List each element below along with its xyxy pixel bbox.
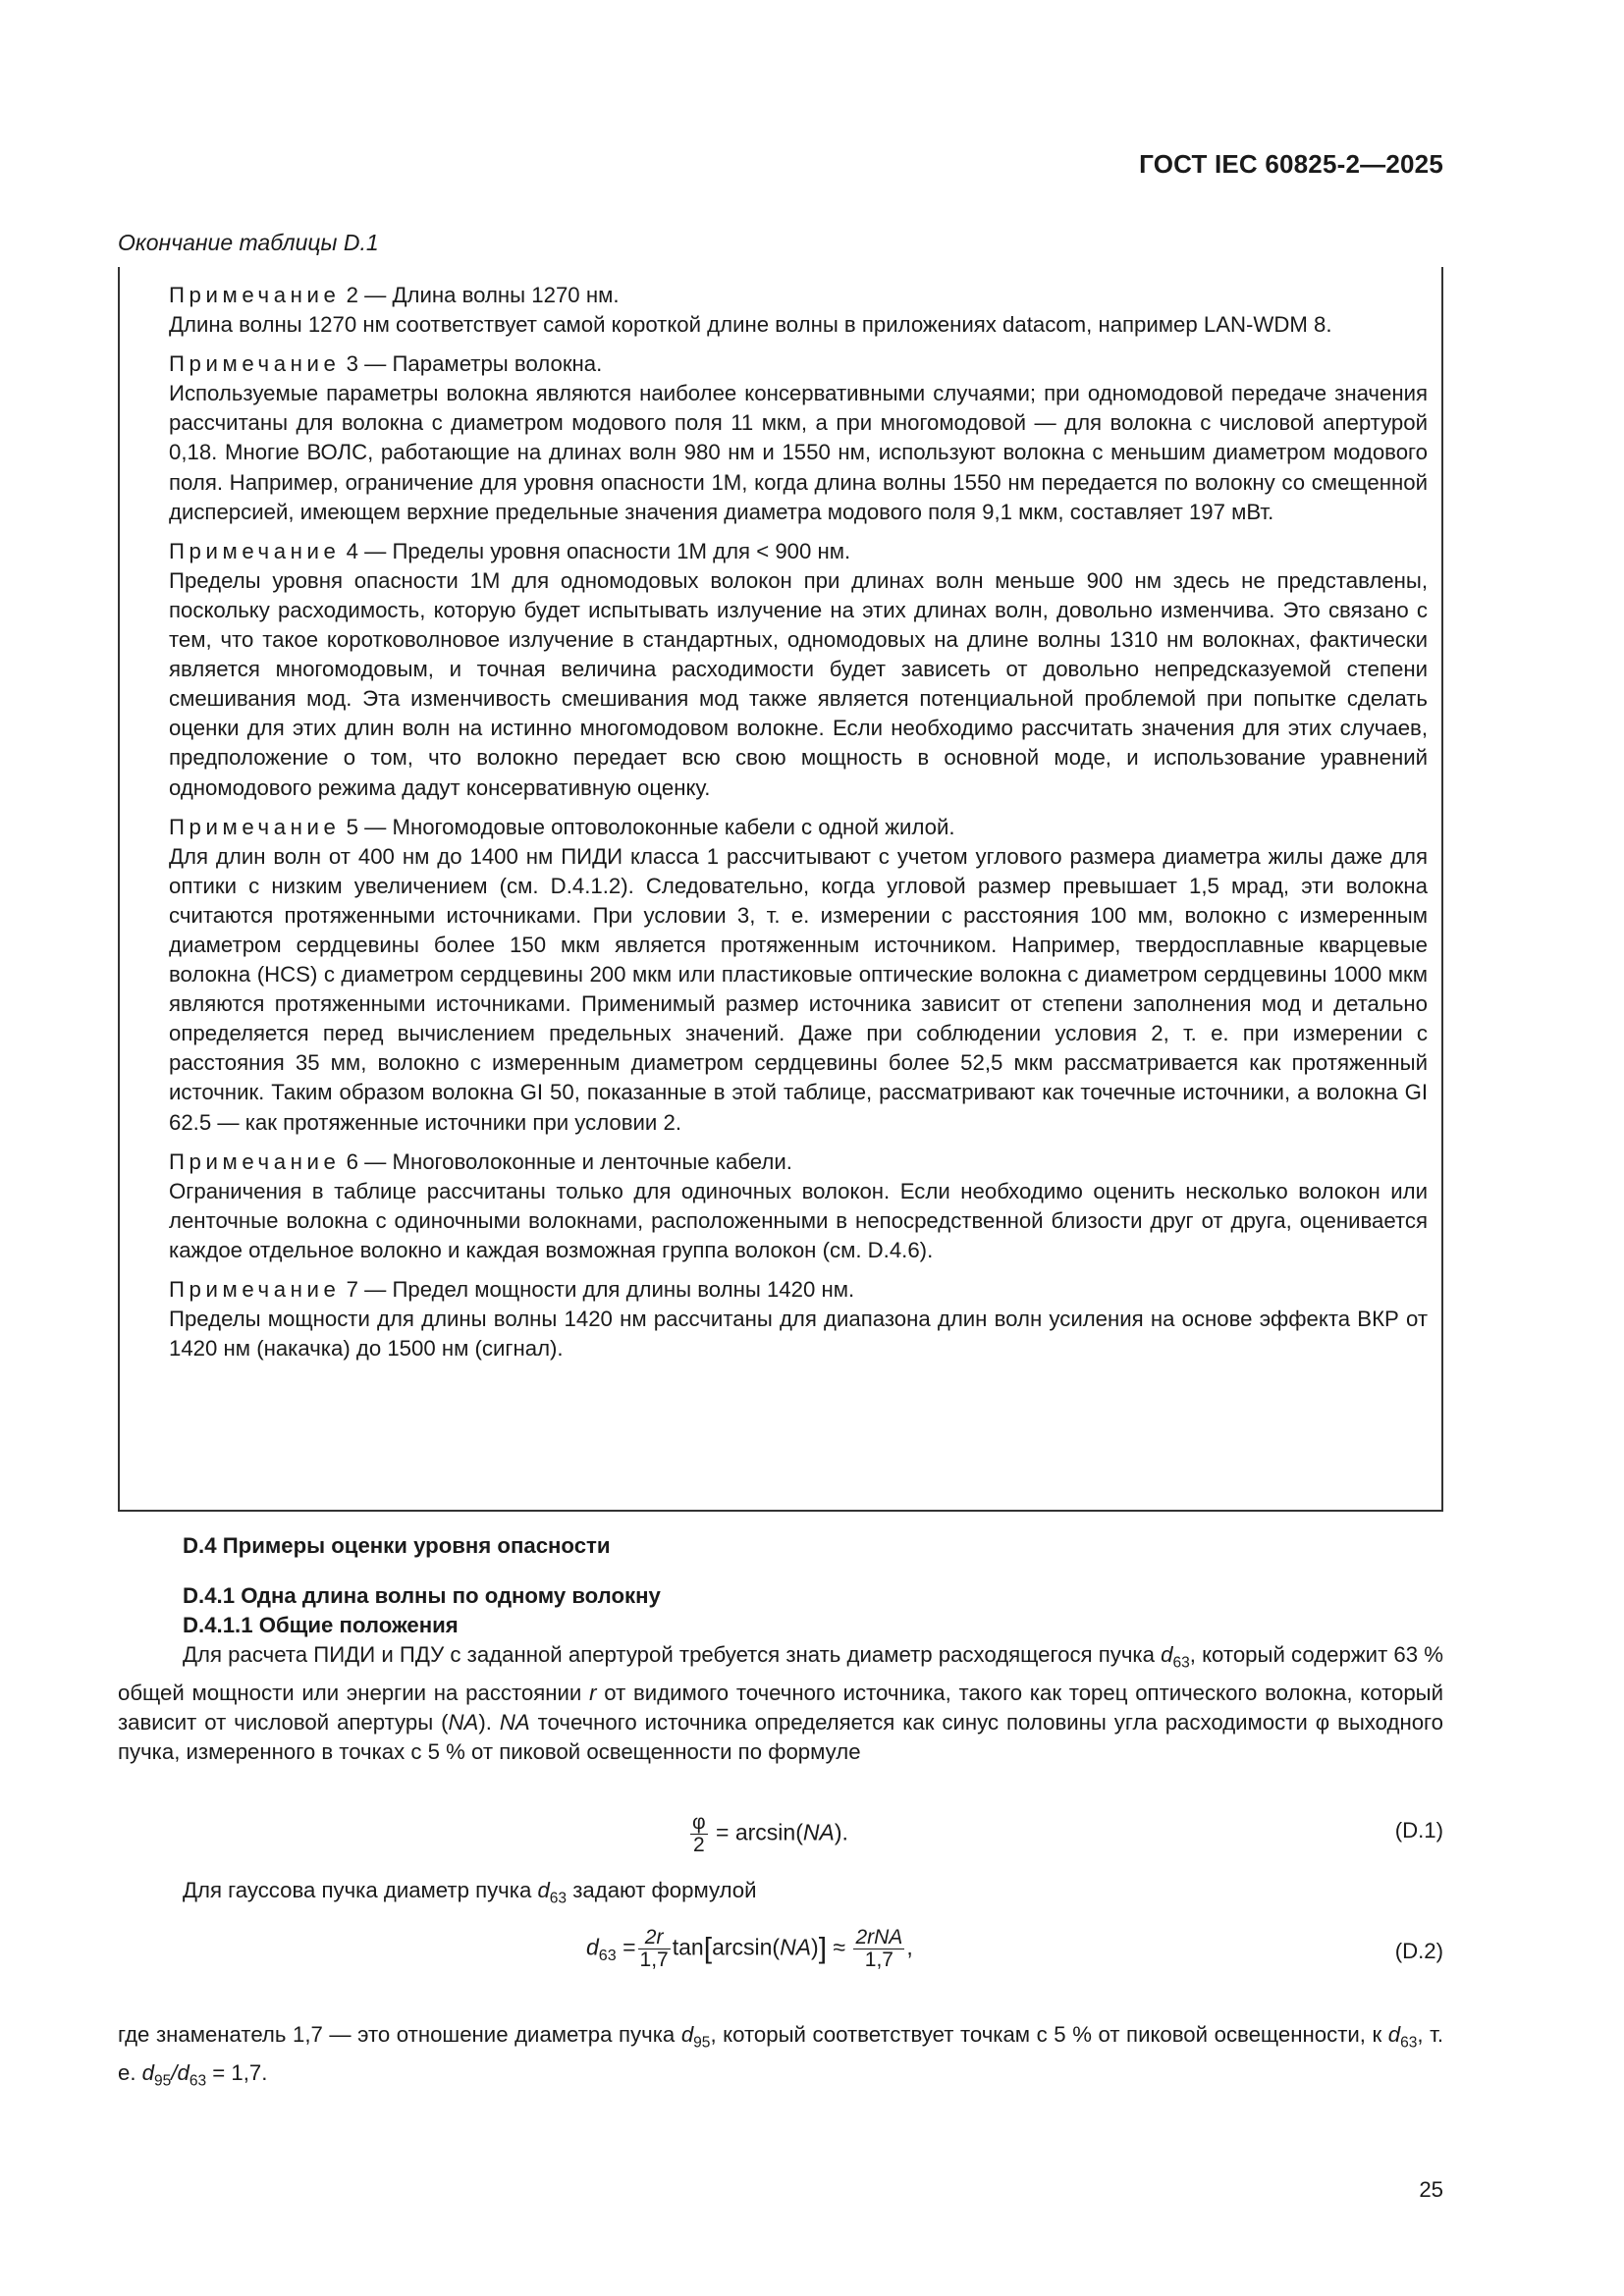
note-3 [169,349,1428,527]
note-body: Ограничения в таблице рассчитаны только для одиночных волокон. Если необходимо оценить несколько волокон или ленточные волокна с одиночными волокнами, расположенными в непосредственной близости друг от друга, оценивается каждое отдельное волокно и каждая возможная группа волокон (см. D.4.6). [169,1178,1428,1262]
note-heading [169,537,1428,566]
table-notes-cell [118,267,1443,1512]
paragraph-gauss: Для гауссова пучка диаметр пучка $d_{63}$ задают формулой [183,1878,757,1907]
heading-d41: D.4.1 Одна длина волны по одному волокну [183,1583,661,1608]
note-title: — Пределы уровня опасности 1М для < 900 нм. [357,538,851,563]
page-number: 25 [1419,2177,1443,2202]
note-title: — Параметры волокна. [357,351,603,377]
table-caption: Окончание таблицы D.1 [118,230,379,255]
note-body: Для длин волн от 400 нм до 1400 нм ПИДИ класса 1 рассчитывают с учетом углового размера диаметра жилы даже для оптики с низким увеличением (см. D.4.1.2). Следовательно, когда угловой размер превышает 1,5 мрад, эти волокна считаются протяженными источниками. При условии 3, т. е. измерении с расстояния 100 мм, волокно с измеренным диаметром сердцевины более 150 мкм является протяженным источником. Например, твердосплавные кварцевые волокна (HCS) с диаметром сердцевины 200 мкм или пластиковые оптические волокна с диаметром сердцевины 1000 мкм являются протяженными источниками. Применимый размер источника зависит от степени заполнения мод и детально определяется перед вычислением предельных значений. Даже при соблюдении условия 2, т. е. при измерении с расстояния 35 мм, волокно с измеренным диаметром сердцевины более 52,5 мкм рассматривается как протяженный источник. Таким образом волокна GI 50, показанные в этой таблице, рассматривают как точечные источники, а волокна GI 62.5 — как протяженные источники при условии 2. [169,843,1428,1135]
note-number: 7 [346,1277,358,1302]
note-2 [169,281,1428,340]
note-body: Пределы мощности для длины волны 1420 нм рассчитаны для диапазона длин волн усиления на основе эффекта ВКР от 1420 нм (накачка) до 1500 нм (сигнал). [169,1307,1428,1362]
note-title: — Многоволоконные и ленточные кабели. [357,1148,792,1174]
note-number: 6 [346,1148,358,1174]
section-d4 [118,1531,1443,1561]
note-5 [169,813,1428,1138]
note-prefix: Примечание [169,1277,341,1302]
note-title: — Многомодовые оптоволоконные кабели с одной жилой. [357,814,955,839]
note-title: — Предел мощности для длины волны 1420 нм. [357,1277,855,1302]
heading-d4: D.4 Примеры оценки уровня опасности [183,1533,611,1558]
equation-label-d2: (D.2) [1394,1939,1443,1963]
note-heading [169,1275,1428,1305]
equation-label-d1: (D.1) [1394,1818,1443,1842]
note-prefix: Примечание [169,1148,341,1174]
note-number: 2 [346,283,358,307]
note-body: Используемые параметры волокна являются наиболее консервативными случаями; при одномодовой передаче значения рассчитаны для волокна с диаметром модового поля 11 мкм, а при многомодовой — для волокна с числовой апертурой 0,18. Многие ВОЛС, работающие на длинах волн 980 нм и 1550 нм, используют волокна с меньшим диаметром модового поля. Например, ограничение для уровня опасности 1М, когда длина волны 1550 нм передается по волокну со смещенной дисперсией, имеющем верхние предельные значения диаметра модового поля 9,1 мкм, составляет 197 мВт. [169,381,1428,524]
note-body: Пределы уровня опасности 1М для одномодовых волокон при длинах волн меньше 900 нм здесь не представлены, поскольку расходимость, которую будет испытывать излучение на этих длинах волн, довольно изменчива. Это связано с тем, что такое коротковолновое излучение в стандартных, одномодовых на длине волны 1310 нм волокнах, фактически является многомодовым, и точная величина расходимости будет зависеть от довольно непредсказуемой степени смешивания мод. Эта изменчивость смешивания мод также является потенциальной проблемой при попытке сделать оценки для этих длин волн на истинно многомодовом волокне. Если необходимо рассчитать значения для этих случаев, предположение о том, что волокно передает всю свою мощность в основной моде, и использование уравнений одномодового режима дадут консервативную оценку. [169,567,1428,800]
note-title: — Длина волны 1270 нм. [357,283,620,307]
note-number: 3 [346,351,358,377]
note-prefix: Примечание [169,814,341,839]
standard-header: ГОСТ IEC 60825-2—2025 [1139,149,1443,179]
formula-d1: $\frac{\varphi}{2}$ = arcsin(NA). [692,1811,848,1856]
note-heading [169,813,1428,842]
paragraph-denominator: где знаменатель 1,7 — это отношение диаметра пучка $d_{95}$, который соответствует точкам с 5 % от пиковой освещенности, к $d_{63}$, т. е. $d_{95}/d_{63} = 1,7$. [118,2022,1443,2089]
section-d41 [118,1581,1443,1767]
note-number: 5 [346,814,358,839]
note-heading [169,281,1428,310]
heading-d411: D.4.1.1 Общие положения [183,1613,459,1638]
note-4 [169,537,1428,803]
formula-d2: $d_{63}$ = $\frac{2r}{1,7}$ tan[arcsin(NA)] ≈ $\frac{\text{2rNA}}{1,7}$ , [586,1926,913,1971]
note-prefix: Примечание [169,538,341,563]
fraction-2r-over-1-7: $\frac{2r}{1,7}$ [639,1926,669,1971]
note-body: Длина волны 1270 нм соответствует самой короткой длине волны в приложениях datacom, например LAN-WDM 8. [169,312,1332,338]
note-6 [169,1148,1428,1265]
note-number: 4 [346,538,358,563]
note-prefix: Примечание [169,351,341,377]
note-7 [169,1275,1428,1363]
note-heading [169,1148,1428,1177]
note-heading [169,349,1428,379]
note-prefix: Примечание [169,283,341,307]
paragraph-beam-diameter: Для расчета ПИДИ и ПДУ с заданной апертурой требуется знать диаметр расходящегося пучка $d_{63}$, который содержит 63 % общей мощности или энергии на расстоянии r от видимого точечного источника, такого как торец оптического волокна, который зависит от числовой апертуры (NA). NA точечного источника определяется как синус половины угла расходимости φ выходного пучка, измеренного в точках с 5 % от пиковой освещенности по формуле [118,1642,1444,1764]
fraction-2rna-over-1-7: $\frac{\text{2rNA}}{1,7}$ [855,1926,903,1971]
fraction-phi-over-2: $\frac{\varphi}{2}$ [692,1811,706,1856]
